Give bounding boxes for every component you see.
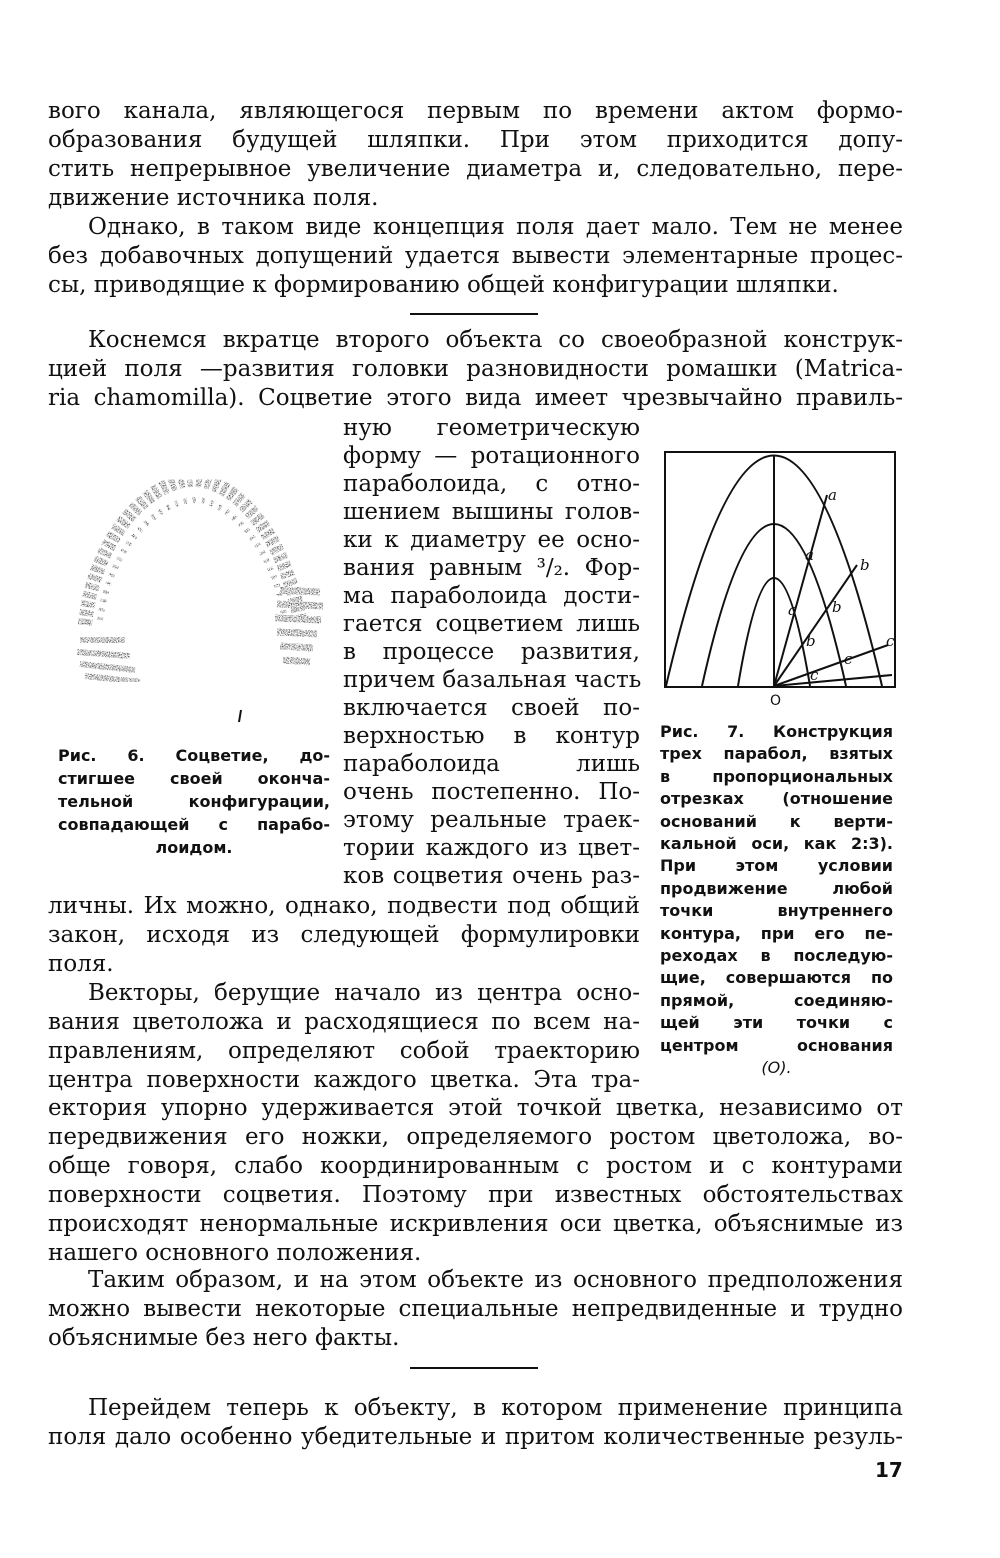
text-line: этому реальные траек-	[343, 807, 640, 833]
label-a: a	[788, 601, 797, 619]
caption-line: щие, совершаются по	[660, 968, 893, 988]
text-line: вания равным ³/₂. Фор-	[343, 555, 640, 581]
caption-line: кальной оси, как 2:3).	[660, 834, 893, 854]
text-line: включается своей по-	[343, 695, 640, 721]
label-c: c	[886, 632, 895, 650]
text-line: закон, исходя из следующей формулировки	[48, 922, 640, 948]
label-c: c	[810, 666, 819, 684]
text-line: верхностью в контур	[343, 723, 640, 749]
page-number: 17	[875, 1458, 903, 1482]
section-divider	[410, 313, 538, 315]
caption-line: совпадающей с парабо-	[58, 815, 330, 834]
text-line: причем базальная часть	[343, 667, 642, 693]
caption-line: стигшее своей оконча-	[58, 769, 330, 788]
text-line: ектория упорно удерживается этой точкой цветка, независимо от	[48, 1095, 903, 1121]
text-line: шением вышины голов-	[343, 499, 640, 525]
ray-a	[774, 495, 827, 686]
text-line: поверхности соцветия. Поэтому при известных обстоятельствах	[48, 1182, 903, 1208]
text-line: стить непрерывное увеличение диаметра и, следовательно, пере-	[48, 156, 903, 182]
caption-line: щей эти точки с	[660, 1013, 893, 1033]
text-line: нашего основного положения.	[48, 1240, 422, 1266]
figure-6-caption	[58, 744, 330, 859]
text-line: центра поверхности каждого цветка. Эта тра-	[48, 1067, 640, 1093]
text-line: вания цветоложа и расходящиеся по всем на-	[48, 1009, 640, 1035]
text-line: ков соцветия очень раз-	[343, 863, 640, 889]
text-line: параболоида лишь	[343, 751, 640, 777]
text-line: Таким образом, и на этом объекте из основного предположения	[88, 1267, 903, 1293]
label-a: a	[805, 546, 814, 564]
label-b: b	[860, 556, 870, 574]
text-line: ки к диаметру ее осно-	[343, 527, 640, 553]
text-line: правлениям, определяют собой траекторию	[48, 1038, 640, 1064]
caption-line: продвижение любой	[660, 878, 893, 898]
text-line: объяснимые без него факты.	[48, 1325, 400, 1351]
figure-7-caption	[660, 721, 893, 1080]
text-line: образования будущей шляпки. При этом приходится допу-	[48, 127, 903, 153]
label-origin: O	[770, 693, 782, 709]
text-line: вого канала, являющегося первым по времени актом формо-	[48, 98, 903, 124]
label-b: b	[832, 598, 842, 616]
text-line: передвижения его ножки, определяемого ростом цветоложа, во-	[48, 1124, 903, 1150]
text-line: параболоида, с отно-	[343, 471, 640, 497]
text-line: ма параболоида дости-	[343, 583, 640, 609]
text-line: сы, приводящие к формированию общей конфигурации шляпки.	[48, 272, 839, 298]
label-c: c	[844, 650, 853, 668]
text-line: происходят ненормальные искривления оси цветка, объяснимые из	[48, 1211, 903, 1237]
text-line: обще говоря, слабо координированным с ростом и с контурами	[48, 1153, 903, 1179]
text-line: в процессе развития,	[343, 639, 640, 665]
text-line: гается соцветием лишь	[343, 611, 640, 637]
text-line: поля.	[48, 951, 114, 977]
text-line: очень постепенно. По-	[343, 779, 640, 805]
figure-7-parabolas-diagram	[660, 450, 900, 710]
caption-line: точки внутреннего	[660, 901, 893, 921]
section-divider	[410, 1367, 538, 1369]
caption-line: оснований к верти-	[660, 811, 893, 831]
text-line: тории каждого из цвет-	[343, 835, 640, 861]
text-line: Векторы, берущие начало из центра осно-	[88, 980, 640, 1006]
text-line: движение источника поля.	[48, 185, 379, 211]
caption-line: контура, при его пе-	[660, 923, 893, 943]
text-line: Коснемся вкратце второго объекта со своеобразной конструк-	[88, 327, 903, 353]
text-line: без добавочных допущений удается вывести элементарные процес-	[48, 243, 903, 269]
text-line: можно вывести некоторые специальные непредвиденные и трудно	[48, 1296, 903, 1322]
label-a: a	[828, 486, 837, 504]
text-line: ную геометрическую	[343, 415, 640, 441]
caption-line: реходах в последую-	[660, 946, 893, 966]
caption-line: трех парабол, взятых	[660, 744, 893, 764]
caption-line: центром основания	[660, 1035, 893, 1055]
caption-line: в пропорциональных	[660, 766, 893, 786]
caption-line: прямой, соединяю-	[660, 990, 893, 1010]
text-line: ria chamomilla). Соцветие этого вида имеет чрезвычайно правиль-	[48, 385, 903, 411]
caption-line: При этом условии	[660, 856, 893, 876]
text-line: личны. Их можно, однако, подвести под общий	[48, 893, 640, 919]
text-line: форму — ротационного	[343, 443, 640, 469]
caption-line: Рис. 6. Соцветие, до-	[58, 746, 330, 765]
label-b: b	[806, 632, 816, 650]
caption-line: Рис. 7. Конструкция	[660, 722, 893, 741]
text-line: Однако, в таком виде концепция поля дает мало. Тем не менее	[88, 214, 903, 240]
caption-line: (O).	[761, 1058, 792, 1078]
text-line: Перейдем теперь к объекту, в котором применение принципа	[88, 1395, 903, 1421]
caption-line: тельной конфигурации,	[58, 792, 330, 811]
figure-6-inflorescence-photo	[55, 470, 340, 740]
text-line: поля дало особенно убедительные и притом количественные резуль-	[48, 1424, 903, 1450]
caption-line: отрезках (отношение	[660, 789, 893, 809]
caption-line: лоидом.	[155, 838, 233, 857]
text-line: цией поля —развития головки разновидности ромашки (Matrica-	[48, 356, 903, 382]
